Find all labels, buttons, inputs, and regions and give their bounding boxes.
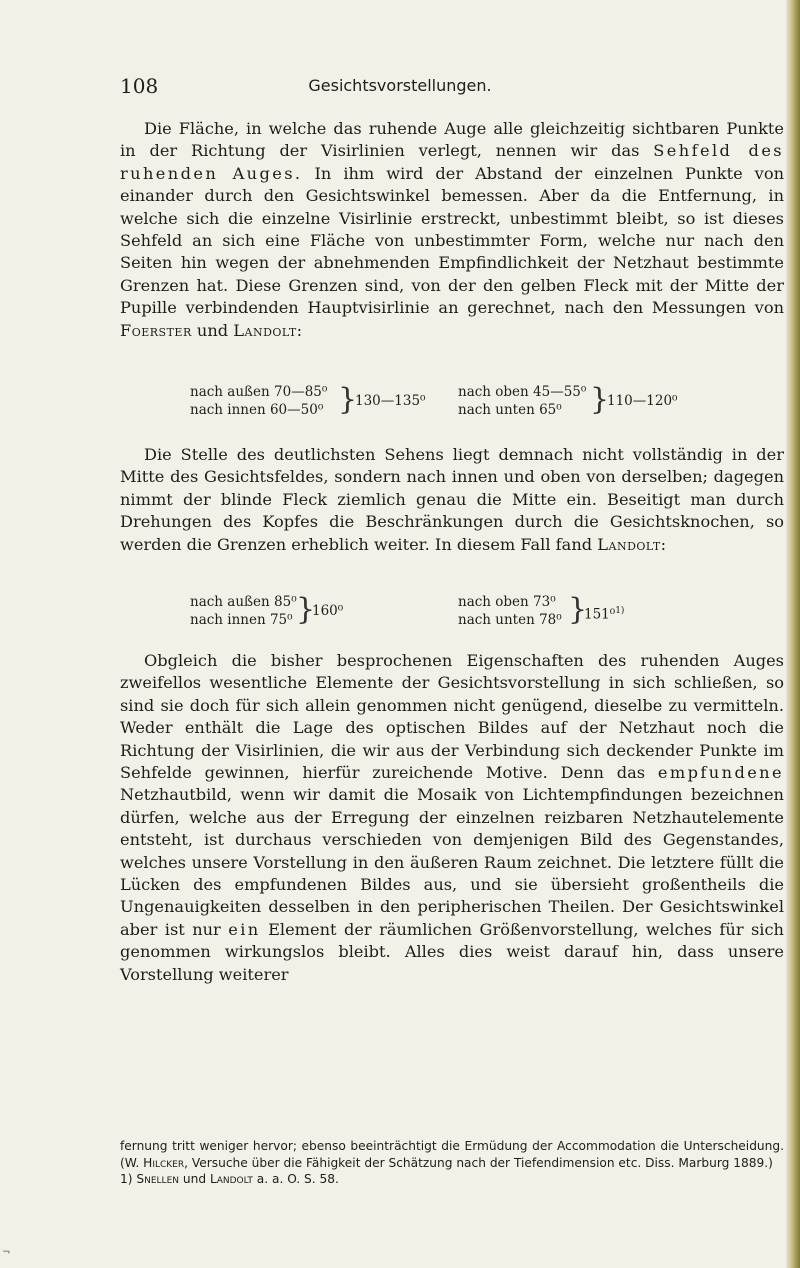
- para3-text-1: Obgleich die bisher besprochenen Eigenschaften des ruhenden Auges zweifellos wesentliche Elemente der Gesichtsvorstellung in sich schließen, so sind sie doch für sich allein genommen nicht genügend, dieselbe zu vermitteln. Weder enthält die Lage des optischen Bildes auf der Netzhaut noch die Richtung der Visirlinien, die wir aus der Verbindung sich deckender Punkte im Sehfelde gewinnen, hierfür zureichende Motive. Denn das: [120, 651, 784, 783]
- para1-emphasis: Sehfeld des ruhenden Auges.: [120, 141, 784, 183]
- running-head: Gesichtsvorstellungen.: [308, 76, 492, 95]
- footnote-number: 1): [120, 1172, 137, 1186]
- page-header: [120, 74, 680, 104]
- measure2-right-a: nach oben 73⁰: [458, 594, 556, 610]
- para3-text-3: Element der räumlichen Größenvorstellung, welches für sich genommen wirkungslos bleibt. Alles dies weist darauf hin, dass unsere Vorstellung weiterer: [120, 919, 784, 984]
- book-binding-edge: [786, 0, 800, 1268]
- para2-text-1: Die Stelle des deutlichsten Sehens liegt demnach nicht vollständig in der Mitte des Gesichtsfeldes, sondern nach innen und oben von derselben; dagegen nimmt der blinde Fleck ziemlich genau die Mitte ein. Beseitigt man durch Drehungen des Kopfes die Beschränkungen durch die Gesichtsknochen, so werden die Grenzen erheblich weiter. In diesem Fall fand: [120, 445, 784, 554]
- measure1-left-a: nach außen 70—85⁰: [190, 384, 328, 400]
- measure2-left-total: 160⁰: [312, 603, 344, 619]
- footnote-text-4: a. a. O. S. 58.: [252, 1172, 339, 1186]
- measure2-right-total-value: 151⁰: [584, 606, 616, 623]
- para1-text-1: Die Fläche, in welche das ruhende Auge alle gleichzeitig sichtbaren Punkte in der Richtung der Visirlinien verlegt, nennen wir das: [120, 119, 784, 161]
- para3-emphasis-empfundene: empfundene: [657, 763, 784, 783]
- measurement-block-1: [190, 382, 750, 422]
- measure1-left-b: nach innen 60—50⁰: [190, 402, 324, 418]
- para1-text-3: und: [191, 320, 234, 340]
- measure1-right-b: nach unten 65⁰: [458, 402, 562, 418]
- paragraph-deutlichstes-sehen: [120, 444, 784, 556]
- author-snellen: Snellen: [136, 1172, 179, 1186]
- paragraph-sehfeld: [120, 118, 784, 342]
- paragraph-netzhautbild: [120, 650, 784, 986]
- para3-emphasis-ein: ein: [228, 919, 261, 939]
- measure2-right-total: [584, 603, 624, 624]
- para1-text-2: In ihm wird der Abstand der einzelnen Punkte von einander durch den Gesichtswinkel bemessen. Aber da die Entfernung, in welche sich die einzelne Visirlinie erstreckt, unbestimmt bleibt, so ist dieses Sehfeld an sich eine Fläche von unbestimmter Form, welche nur nach den Seiten hin wegen der abnehmenden Empfindlichkeit der Netzhaut bestimmte Grenzen hat. Diese Grenzen sind, von der den gelben Fleck mit der Mitte der Pupille verbindenden Hauptvisirlinie an gerechnet, nach den Messungen von: [120, 163, 784, 318]
- page-number: 108: [120, 74, 159, 98]
- brace-icon: }: [296, 592, 316, 627]
- brace-icon: }: [590, 382, 610, 417]
- brace-icon: }: [338, 382, 358, 417]
- author-hilcker: Hilcker: [143, 1155, 185, 1170]
- footnote-ref: 1): [615, 606, 625, 616]
- measurement-block-2: [190, 592, 750, 632]
- footnote-text-3: und: [179, 1172, 210, 1186]
- measure1-right-a: nach oben 45—55⁰: [458, 384, 587, 400]
- footnote-text-2: , Versuche über die Fähigkeit der Schätzung nach der Tiefendimension etc. Diss. Marburg 1889.): [184, 1155, 773, 1170]
- footnotes: [120, 1138, 784, 1188]
- measure1-right-total: 110—120⁰: [607, 393, 678, 409]
- author-foerster: Foerster: [120, 320, 192, 340]
- measure2-left-b: nach innen 75⁰: [190, 612, 293, 628]
- para3-text-2: Netzhautbild, wenn wir damit die Mosaik von Lichtempfindungen bezeichnen dürfen, welche aus der Erregung der einzelnen reizbaren Netzhautelemente entsteht, ist durchaus verschieden von demjenigen Bild des Gegenstandes, welches unsere Vorstellung in den äußeren Raum zeichnet. Die letztere füllt die Lücken des empfundenen Bildes aus, und sie übersieht großentheils die Ungenauigkeiten desselben in den peripherischen Theilen. Der Gesichtswinkel aber ist nur: [120, 785, 784, 939]
- author-landolt: Landolt: [209, 1172, 253, 1186]
- measure1-left-total: 130—135⁰: [355, 393, 426, 409]
- footnote-text-1: fernung tritt weniger hervor; ebenso beeinträchtigt die Ermüdung der Accommodation die Unterscheidung. (W.: [120, 1139, 784, 1170]
- para2-text-2: :: [660, 534, 667, 554]
- corner-mark: ¬: [2, 1247, 11, 1258]
- author-landolt: Landolt: [597, 534, 661, 554]
- brace-icon: }: [568, 592, 588, 627]
- measure2-right-b: nach unten 78⁰: [458, 612, 562, 628]
- author-landolt: Landolt: [233, 320, 297, 340]
- para1-text-4: :: [296, 320, 303, 340]
- measure2-left-a: nach außen 85⁰: [190, 594, 297, 610]
